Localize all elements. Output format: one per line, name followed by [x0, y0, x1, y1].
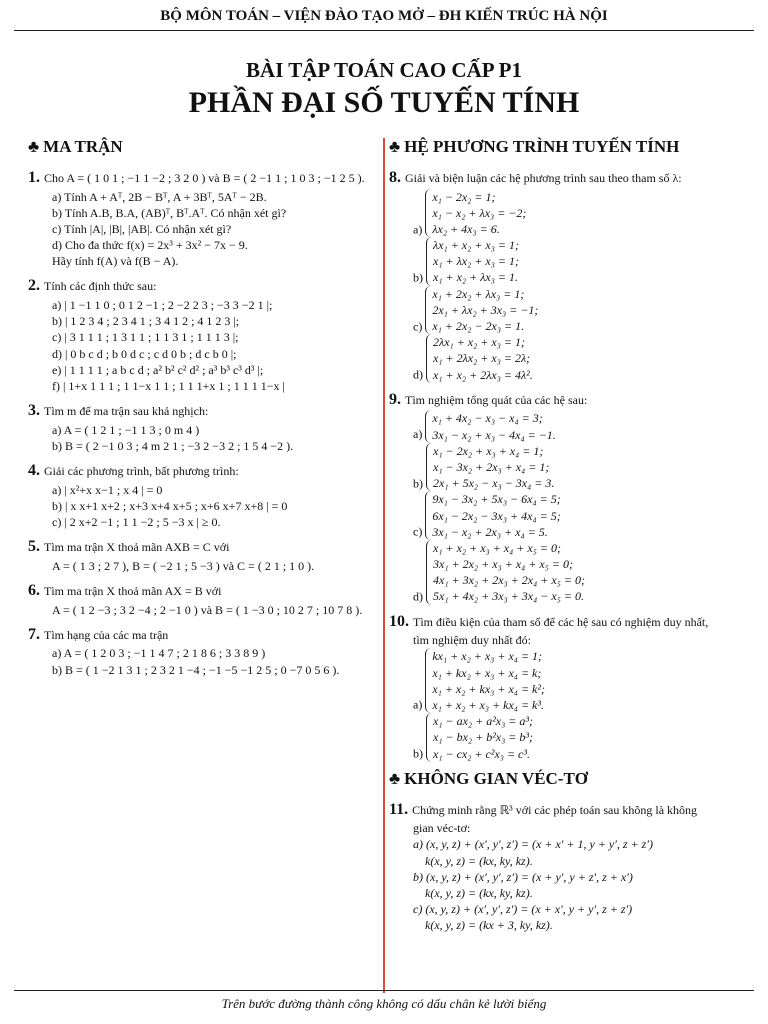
equation-system	[426, 334, 533, 383]
equation: x₁ − x₂ + λx₃ = −2;	[432, 205, 527, 220]
problem-part: Hãy tính f(A) và f(B − A).	[52, 254, 179, 269]
problem-part: d) Cho đa thức f(x) = 2x³ + 3x² − 7x − 9.	[52, 238, 248, 253]
equation: x₁ + 2x₂ + λx₃ = 1;	[432, 286, 525, 301]
equation: x₁ + 2λx₂ + x₃ = 2λ;	[433, 351, 531, 366]
problem-part: b) | x x+1 x+2 ; x+3 x+4 x+5 ; x+6 x+7 x+8 | = 0	[52, 498, 288, 513]
problem-part: f) | 1+x 1 1 1 ; 1 1−x 1 1 ; 1 1 1+x 1 ; 1 1 1 1−x |	[52, 379, 285, 393]
problem-6	[28, 580, 378, 618]
problem-part: a) A = ( 1 2 0 3 ; −1 1 4 7 ; 2 1 8 6 ; 3 3 8 9 )	[52, 646, 266, 661]
problem-number: 11.	[389, 800, 409, 818]
problem-number: 10.	[389, 612, 409, 630]
problem-part: k(x, y, z) = (kx, ky, kz).	[425, 853, 533, 868]
equation: kx₁ + x₂ + x₃ + x₄ = 1;	[432, 649, 543, 664]
equation: 9x₁ − 3x₂ + 5x₃ − 6x₄ = 5;	[432, 492, 561, 507]
part-label: c)	[413, 524, 426, 539]
equation: 2λx₁ + x₂ + x₃ = 1;	[433, 335, 525, 350]
equation: 5x₁ + 4x₂ + 3x₃ + 3x₄ − x₅ = 0.	[433, 589, 584, 604]
problem-2	[28, 275, 378, 394]
equation: x₁ + x₂ + λx₃ = 1.	[433, 270, 518, 285]
doc-title: BÀI TẬP TOÁN CAO CẤP P1	[246, 58, 522, 82]
problem-part: e) | 1 1 1 1 ; a b c d ; a² b² c² d² ; a³ b³ c³ d³ |;	[52, 362, 264, 377]
problem-part: a) Tính A + Aᵀ, 2B − Bᵀ, A + 3Bᵀ, 5Aᵀ − 2B.	[52, 189, 267, 204]
equation: 3x₁ − x₂ + 2x₃ + x₄ = 5.	[432, 524, 548, 539]
problem-10	[389, 611, 757, 762]
problem-text: Tìm ma trận X thoả mãn AXB = C với	[44, 540, 230, 555]
problem-text: Tìm m để ma trận sau khả nghịch:	[44, 404, 209, 419]
problem-number: 9.	[389, 390, 401, 408]
footer-rule	[14, 990, 754, 991]
problem-text: Cho A = ( 1 0 1 ; −1 1 −2 ; 3 2 0 ) và B = ( 2 −1 1 ; 1 0 3 ; −1 2 5 ).	[44, 170, 365, 185]
problem-part: c) (x, y, z) + (x′, y′, z′) = (x + x′, y + y′, z + z′)	[413, 902, 633, 917]
problem-text: Giải và biện luận các hệ phương trình sau theo tham số λ:	[405, 170, 682, 185]
problem-number: 8.	[389, 168, 401, 186]
problem-text: Tìm hạng của các ma trận	[44, 627, 169, 642]
equation: 2x₁ + 5x₂ − x₃ − 3x₄ = 3.	[433, 476, 555, 491]
equation-system	[425, 286, 538, 335]
part-label: a)	[413, 697, 426, 712]
problem-number: 4.	[28, 462, 40, 480]
equation: 4x₁ + 3x₂ + 2x₃ + 2x₄ + x₅ = 0;	[433, 573, 585, 588]
equation: x₁ − 2x₂ = 1;	[432, 189, 496, 204]
problem-part: k(x, y, z) = (kx, ky, kz).	[425, 886, 533, 900]
right-column	[389, 134, 757, 940]
equation: x₁ − ax₂ + a²x₃ = a³;	[433, 714, 533, 729]
equation-system	[425, 648, 545, 713]
section-title: MA TRẬN	[43, 137, 123, 156]
problem-part: a) | 1 −1 1 0 ; 0 1 2 −1 ; 2 −2 2 3 ; −3 3 −2 1 |;	[52, 298, 273, 313]
section-heading-linear-systems	[389, 136, 757, 159]
part-label: b)	[413, 476, 426, 491]
equation: 2x₁ + λx₂ + 3x₃ = −1;	[432, 302, 539, 317]
equation: x₁ + kx₂ + x₃ + x₄ = k;	[432, 665, 542, 680]
part-label: b)	[413, 746, 426, 761]
problem-text: Tính các định thức sau:	[44, 279, 157, 294]
part-label: d)	[413, 589, 426, 604]
problem-7	[28, 624, 378, 678]
problem-part: c) Tính |A|, |B|, |AB|. Có nhận xét gì?	[52, 221, 232, 236]
problem-part: c) | 3 1 1 1 ; 1 3 1 1 ; 1 1 3 1 ; 1 1 1 3 |;	[52, 330, 239, 345]
problem-part: a) (x, y, z) + (x′, y′, z′) = (x + x′ + 1, y + y′, z + z′)	[413, 837, 653, 852]
equation: x₁ + x₂ + 2λx₃ = 4λ².	[433, 367, 533, 382]
equation: x₁ − cx₂ + c²x₃ = c³.	[433, 746, 530, 761]
problem-number: 1.	[28, 168, 40, 186]
problem-11	[389, 799, 757, 934]
problem-part: b) Tính A.B, B.A, (AB)ᵀ, Bᵀ.Aᵀ. Có nhận xét gì?	[52, 205, 287, 220]
problem-part: b) (x, y, z) + (x′, y′, z′) = (x + y′, y + z′, z + x′)	[413, 869, 633, 884]
problem-part: k(x, y, z) = (kx + 3, ky, kz).	[425, 918, 553, 933]
problem-text: Tìm điều kiện của tham số để các hệ sau có nghiệm duy nhất,	[413, 614, 709, 629]
equation: x₁ + 2x₂ − 2x₃ = 1.	[432, 319, 525, 334]
problem-8	[389, 167, 757, 383]
equation: x₁ + x₂ + x₃ + x₄ + x₅ = 0;	[433, 540, 561, 555]
problem-part: d) | 0 b c d ; b 0 d c ; c d 0 b ; d c b 0 |;	[52, 346, 237, 361]
problem-3	[28, 400, 378, 454]
section-title: HỆ PHƯƠNG TRÌNH TUYẾN TÍNH	[404, 137, 680, 156]
equation-system	[425, 410, 555, 442]
equation: λx₂ + 4x₃ = 6.	[432, 221, 500, 236]
part-label: c)	[413, 319, 426, 334]
page-footer: Trên bước đường thành công không có dấu chân kẻ lười biếng	[221, 996, 547, 1011]
problem-part: b) | 1 2 3 4 ; 2 3 4 1 ; 3 4 1 2 ; 4 1 2 3 |;	[52, 314, 240, 329]
column-divider	[383, 138, 385, 993]
equation-system	[426, 540, 585, 605]
problem-5	[28, 536, 378, 574]
equation: x₁ + x₂ + kx₃ + x₄ = k²;	[432, 681, 545, 696]
problem-number: 5.	[28, 538, 40, 556]
part-label: a)	[413, 427, 426, 442]
section-title: KHÔNG GIAN VÉC-TƠ	[404, 768, 589, 788]
equation: x₁ + 4x₂ − x₃ − x₄ = 3;	[432, 411, 543, 426]
problem-number: 2.	[28, 277, 40, 295]
problem-1	[28, 167, 378, 270]
equation-system	[425, 491, 560, 540]
equation-system	[425, 189, 526, 238]
equation: x₁ + λx₂ + x₃ = 1;	[433, 254, 519, 269]
problem-part: b) B = ( 1 −2 1 3 1 ; 2 3 2 1 −4 ; −1 −5 −1 2 5 ; 0 −7 0 5 6 ).	[52, 662, 340, 677]
problem-number: 3.	[28, 402, 40, 420]
problem-part: A = ( 1 2 −3 ; 3 2 −4 ; 2 −1 0 ) và B = ( 1 −3 0 ; 10 2 7 ; 10 7 8 ).	[52, 602, 363, 617]
equation-system	[426, 443, 554, 492]
equation: x₁ − 2x₂ + x₃ + x₄ = 1;	[433, 443, 544, 458]
header-rule	[14, 30, 754, 31]
equation: x₁ − bx₂ + b²x₃ = b³;	[433, 730, 533, 745]
part-label: a)	[413, 221, 426, 236]
equation: 3x₁ + 2x₂ + x₃ + x₄ + x₅ = 0;	[433, 557, 573, 572]
equation: x₁ + x₂ + x₃ + kx₄ = k³.	[432, 697, 544, 712]
equation: x₁ − 3x₂ + 2x₃ + x₄ = 1;	[433, 459, 550, 474]
page-header: BỘ MÔN TOÁN – VIỆN ĐÀO TẠO MỞ – ĐH KIẾN TRÚC HÀ NỘI	[160, 8, 608, 24]
part-label: d)	[413, 367, 426, 382]
problem-number: 7.	[28, 625, 40, 643]
club-icon: ♣	[389, 768, 401, 788]
club-icon: ♣	[389, 137, 401, 156]
problem-text: tìm nghiệm duy nhất đó:	[413, 633, 531, 648]
problem-text: Tìm ma trận X thoả mãn AX = B với	[44, 584, 222, 599]
problem-part: A = ( 1 3 ; 2 7 ), B = ( −2 1 ; 5 −3 ) và C = ( 2 1 ; 1 0 ).	[52, 558, 315, 573]
section-heading-vector-space	[389, 768, 757, 791]
problem-number: 6.	[28, 582, 40, 600]
section-heading-matrix	[28, 136, 378, 159]
problem-9	[389, 389, 757, 605]
problem-text: Giải các phương trình, bất phương trình:	[44, 464, 239, 479]
doc-subtitle: PHẦN ĐẠI SỐ TUYẾN TÍNH	[188, 86, 580, 119]
problem-text: Chứng minh rằng ℝ³ với các phép toán sau không là không	[412, 802, 698, 817]
problem-part: a) A = ( 1 2 1 ; −1 1 3 ; 0 m 4 )	[52, 422, 200, 437]
problem-text: Tìm nghiệm tổng quát của các hệ sau:	[405, 392, 588, 407]
problem-4	[28, 460, 378, 530]
equation-system	[426, 237, 519, 286]
problem-part: b) B = ( 2 −1 0 3 ; 4 m 2 1 ; −3 2 −3 2 ; 1 5 4 −2 ).	[52, 438, 294, 453]
part-label: b)	[413, 270, 426, 285]
equation-system	[426, 713, 533, 762]
problem-part: c) | 2 x+2 −1 ; 1 1 −2 ; 5 −3 x | ≥ 0.	[52, 515, 221, 530]
left-column	[28, 134, 378, 684]
equation: 3x₁ − x₂ + x₃ − 4x₄ = −1.	[432, 427, 556, 442]
equation: 6x₁ − 2x₂ − 3x₃ + 4x₄ = 5;	[432, 508, 561, 523]
equation: λx₁ + x₂ + x₃ = 1;	[433, 238, 519, 253]
problem-part: a) | x²+x x−1 ; x 4 | = 0	[52, 482, 163, 497]
club-icon: ♣	[28, 137, 40, 156]
problem-text: gian véc-tơ:	[413, 821, 471, 836]
